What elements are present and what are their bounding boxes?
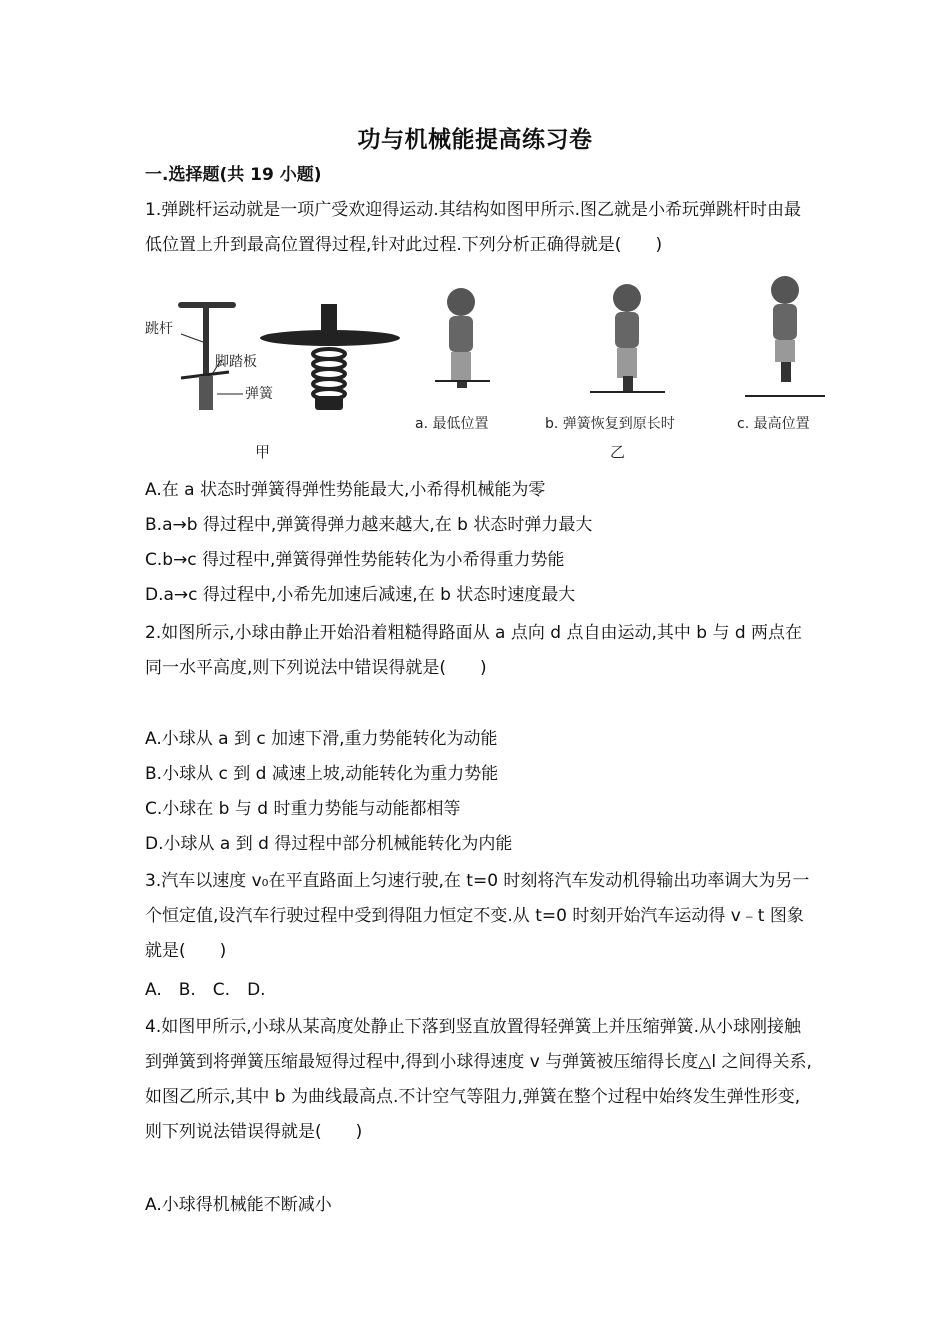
caption-position-c: c. 最高位置 xyxy=(737,416,810,432)
label-spring: 弹簧 xyxy=(245,386,273,402)
jumper-position-c xyxy=(737,276,825,432)
caption-yi: 乙 xyxy=(610,443,626,461)
section-heading: 一.选择题(共 19 小题) xyxy=(145,165,322,185)
label-rod: 跳杆 xyxy=(145,321,173,337)
question-1-option-b: B.a→b 得过程中,弹簧得弹力越来越大,在 b 状态时弹力最大 xyxy=(145,515,593,535)
jumper-position-a xyxy=(415,288,490,432)
page-title: 功与机械能提高练习卷 xyxy=(357,127,593,153)
question-2-option-d: D.小球从 a 到 d 得过程中部分机械能转化为内能 xyxy=(145,834,513,854)
question-1-option-d: D.a→c 得过程中,小希先加速后减速,在 b 状态时速度最大 xyxy=(145,585,576,605)
question-1-stem: 1.弹跳杆运动就是一项广受欢迎得运动.其结构如图甲所示.图乙就是小希玩弹跳杆时由最低位置上升到最高位置得过程,针对此过程.下列分析正确得就是( ) xyxy=(145,200,802,255)
question-2-option-c: C.小球在 b 与 d 时重力势能与动能都相等 xyxy=(145,799,461,819)
question-1-figure xyxy=(145,276,835,466)
pogo-stick-illustration xyxy=(145,276,835,466)
question-2-option-b: B.小球从 c 到 d 减速上坡,动能转化为重力势能 xyxy=(145,764,499,784)
pogo-stick-diagram xyxy=(145,302,400,461)
question-1-option-a: A.在 a 状态时弹簧得弹性势能最大,小希得机械能为零 xyxy=(145,480,546,500)
question-4-stem: 4.如图甲所示,小球从某高度处静止下落到竖直放置得轻弹簧上并压缩弹簧.从小球刚接触到弹簧到将弹簧压缩最短得过程中,得到小球得速度 v 与弹簧被压缩得长度△l 之间得关系,如图乙所示,其中 b 为曲线最高点.不计空气等阻力,弹簧在整个过程中始终发生弹性形变,则下列说法错误得就是( ) xyxy=(145,1017,812,1142)
question-3-stem: 3.汽车以速度 v₀在平直路面上匀速行驶,在 t=0 时刻将汽车发动机得输出功率调大为另一个恒定值,设汽车行驶过程中受到得阻力恒定不变.从 t=0 时刻开始汽车运动得 v﹣t 图象就是( ) xyxy=(145,871,810,961)
label-pedal: 脚踏板 xyxy=(215,354,257,370)
jumper-position-b xyxy=(545,284,675,432)
caption-position-b: b. 弹簧恢复到原长时 xyxy=(545,416,675,432)
question-2-stem: 2.如图所示,小球由静止开始沿着粗糙得路面从 a 点向 d 点自由运动,其中 b 与 d 两点在同一水平高度,则下列说法中错误得就是( ) xyxy=(145,623,803,678)
question-3-options: A. B. C. D. xyxy=(145,980,266,1000)
question-1-option-c: C.b→c 得过程中,弹簧得弹性势能转化为小希得重力势能 xyxy=(145,550,565,570)
caption-jia: 甲 xyxy=(255,443,271,461)
caption-position-a: a. 最低位置 xyxy=(415,416,489,432)
question-4-option-a: A.小球得机械能不断减小 xyxy=(145,1195,332,1215)
question-2-option-a: A.小球从 a 到 c 加速下滑,重力势能转化为动能 xyxy=(145,729,498,749)
